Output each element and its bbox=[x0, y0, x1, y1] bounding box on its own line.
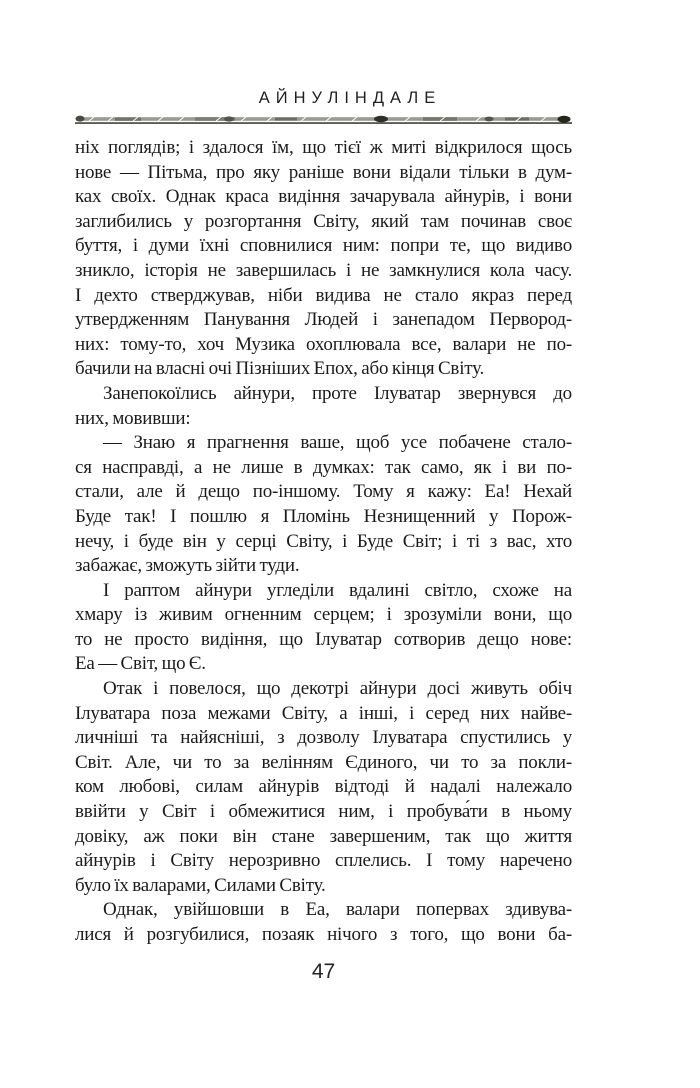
chapter-running-head: АЙНУЛІНДАЛЕ bbox=[258, 89, 442, 107]
text-line: ком любові, силам айнурів відтоді й надалі належало bbox=[75, 776, 572, 798]
text-line: Світ. Але, чи то за велінням Єдиного, чи то за покли- bbox=[75, 751, 572, 773]
text-line: — Знаю я прагнення ваше, щоб усе побачене стало- bbox=[103, 432, 572, 454]
text-line: нечу, і буде він у серці Світу, і Буде Світ; і ті з вас, хто bbox=[75, 530, 572, 552]
text-line: ся насправді, а не лише в думках: так само, як і ви по- bbox=[75, 456, 572, 478]
text-line: буття, і думи їхні сповнилися ним: попри те, що видиво bbox=[75, 235, 572, 257]
page-number: 47 bbox=[311, 960, 336, 983]
text-line: ніх поглядів; і здалося їм, що тієї ж миті відкрилося щось bbox=[75, 137, 572, 158]
ornamental-rule bbox=[75, 114, 572, 126]
text-line: них, мовивши: bbox=[75, 407, 191, 429]
text-body bbox=[75, 136, 572, 948]
text-line: бачили на власні очі Пізніших Епох, або кінця Світу. bbox=[75, 358, 485, 380]
text-line: личніші та найясніші, з дозволу Ілуватара спустились у bbox=[75, 727, 572, 749]
text-line: І дехто стверджував, ніби видива не стало якраз перед bbox=[75, 284, 572, 306]
text-line: ках своїх. Однак краса видіння зачарувала айнурів, і вони bbox=[75, 186, 572, 208]
text-line: довіку, аж поки він стане завершеним, так що життя bbox=[75, 825, 572, 847]
text-line: І раптом айнури угледіли вдалині світло, схоже на bbox=[103, 579, 572, 601]
text-line: забажає, зможуть зійти туди. bbox=[75, 555, 300, 577]
text-line: заглибились у розгортання Світу, який там починав своє bbox=[75, 210, 572, 232]
text-line: стали, але й дещо по-іншому. Тому я кажу: Еа! Нехай bbox=[75, 481, 572, 503]
text-line: було їх валарами, Силами Світу. bbox=[75, 874, 326, 896]
text-line: Буде так! І пошлю я Пломінь Незнищенний у Порож- bbox=[75, 505, 572, 527]
text-line: Отак і повелося, що декотрі айнури досі живуть обіч bbox=[103, 678, 572, 700]
text-line: хмару із живим огненним серцем; і зрозуміли вони, що bbox=[75, 604, 572, 626]
text-line: зникло, історія не завершилась і не замкнулися кола часу. bbox=[75, 259, 572, 281]
text-line: то не просто видіння, що Ілуватар сотворив дещо нове: bbox=[75, 628, 572, 650]
text-line: айнурів і Світу нерозривно сплелись. І тому наречено bbox=[75, 850, 572, 872]
text-line: ввійти у Світ і обмежитися ним, і пробува́ти в ньому bbox=[75, 801, 572, 823]
text-line: утвердженням Панування Людей і занепадом Первород- bbox=[75, 309, 572, 331]
text-line: Занепокоїлись айнури, проте Ілуватар звернувся до bbox=[103, 382, 572, 404]
text-line: Однак, увійшовши в Еа, валари попервах здивува- bbox=[103, 899, 572, 921]
text-line: них: тому-то, хоч Музика охоплювала все, валари не по- bbox=[75, 333, 572, 355]
text-line: нове — Пітьма, про яку раніше вони відали тільки в дум- bbox=[75, 161, 572, 183]
text-line: Еа — Світ, що Є. bbox=[75, 653, 206, 675]
text-line: Ілуватара поза межами Світу, а інші, і серед них найве- bbox=[75, 702, 572, 724]
text-line: лися й розгубилися, позаяк нічого з того, що вони ба- bbox=[75, 924, 572, 945]
